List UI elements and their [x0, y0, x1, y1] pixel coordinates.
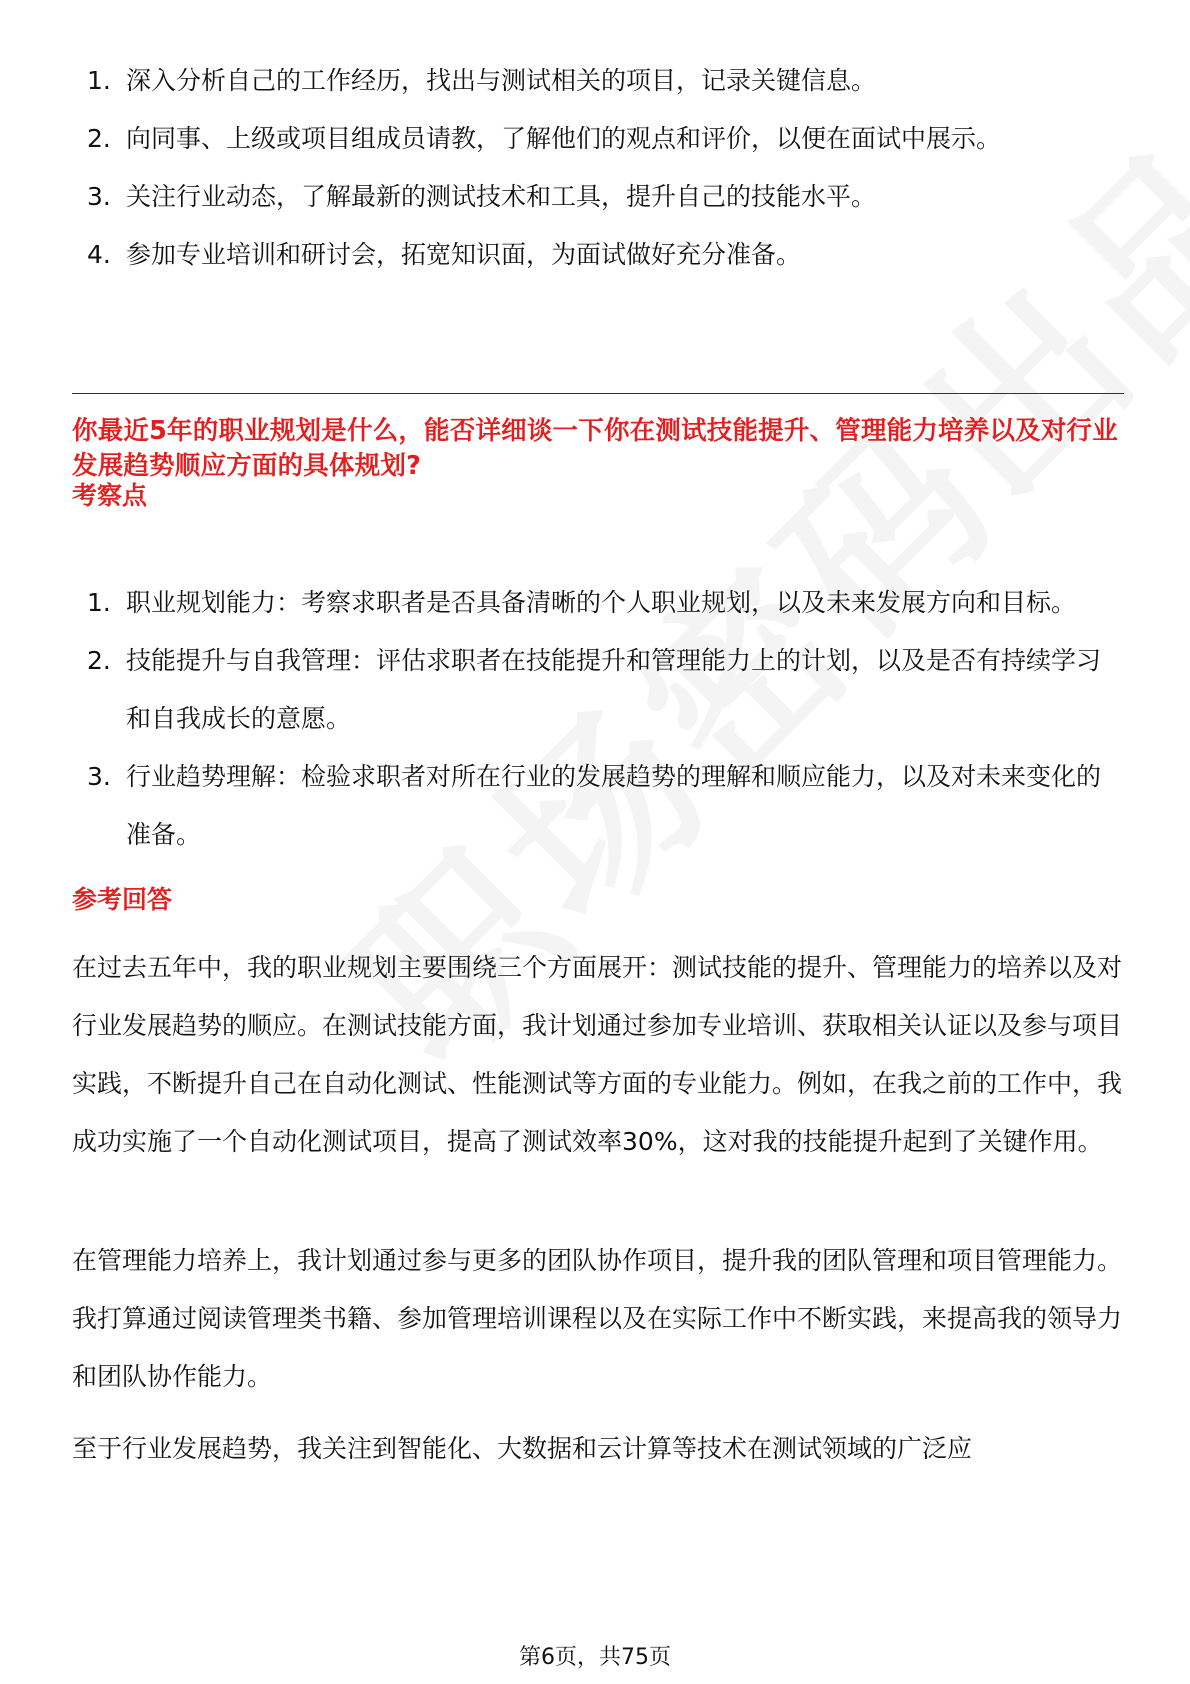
section-title-exam-points: 考察点 [72, 481, 148, 510]
list-number: 3. [87, 762, 111, 791]
list-number: 1. [87, 588, 111, 617]
list-item [72, 226, 1102, 284]
list-number: 1. [87, 66, 111, 95]
interview-question: 你最近5年的职业规划是什么，能否详细谈一下你在测试技能提升、管理能力培养以及对行业发展趋势顺应方面的具体规划? [72, 416, 1118, 481]
list-text: 技能提升与自我管理：评估求职者在技能提升和管理能力上的计划，以及是否有持续学习和自我成长的意愿。 [126, 646, 1102, 733]
list-number: 2. [87, 646, 111, 675]
list-text: 职业规划能力：考察求职者是否具备清晰的个人职业规划，以及未来发展方向和目标。 [126, 588, 1077, 617]
list-text: 参加专业培训和研讨会，拓宽知识面，为面试做好充分准备。 [126, 240, 802, 269]
list-text: 行业趋势理解：检验求职者对所在行业的发展趋势的理解和顺应能力，以及对未来变化的准备。 [126, 762, 1102, 849]
list-number: 3. [87, 182, 111, 211]
answer-paragraph: 至于行业发展趋势，我关注到智能化、大数据和云计算等技术在测试领域的广泛应 [72, 1434, 973, 1463]
list-item [72, 110, 1102, 168]
list-item [72, 748, 1122, 864]
answer-paragraph: 在管理能力培养上，我计划通过参与更多的团队协作项目，提升我的团队管理和项目管理能力。我打算通过阅读管理类书籍、参加管理培训课程以及在实际工作中不断实践，来提高我的领导力和团队协作能力。 [72, 1246, 1123, 1391]
section-divider [72, 393, 1124, 394]
section-title-reference-answer: 参考回答 [72, 885, 173, 914]
answer-paragraph: 在过去五年中，我的职业规划主要围绕三个方面展开：测试技能的提升、管理能力的培养以及对行业发展趋势的顺应。在测试技能方面，我计划通过参加专业培训、获取相关认证以及参与项目实践，不断提升自己在自动化测试、性能测试等方面的专业能力。例如，在我之前的工作中，我成功实施了一个自动化测试项目，提高了测试效率30%，这对我的技能提升起到了关键作用。 [72, 953, 1123, 1156]
list-item [72, 574, 1122, 632]
list-text: 深入分析自己的工作经历，找出与测试相关的项目，记录关键信息。 [126, 66, 877, 95]
page-footer: 第6页，共75页 [519, 1645, 671, 1670]
list-item [72, 632, 1122, 748]
list-number: 2. [87, 124, 111, 153]
exam-points-list [72, 574, 1122, 864]
list-text: 关注行业动态，了解最新的测试技术和工具，提升自己的技能水平。 [126, 182, 877, 211]
list-item [72, 168, 1102, 226]
list-text: 向同事、上级或项目组成员请教，了解他们的观点和评价，以便在面试中展示。 [126, 124, 1002, 153]
list-item [72, 52, 1102, 110]
preparation-list [72, 52, 1102, 284]
list-number: 4. [87, 240, 111, 269]
